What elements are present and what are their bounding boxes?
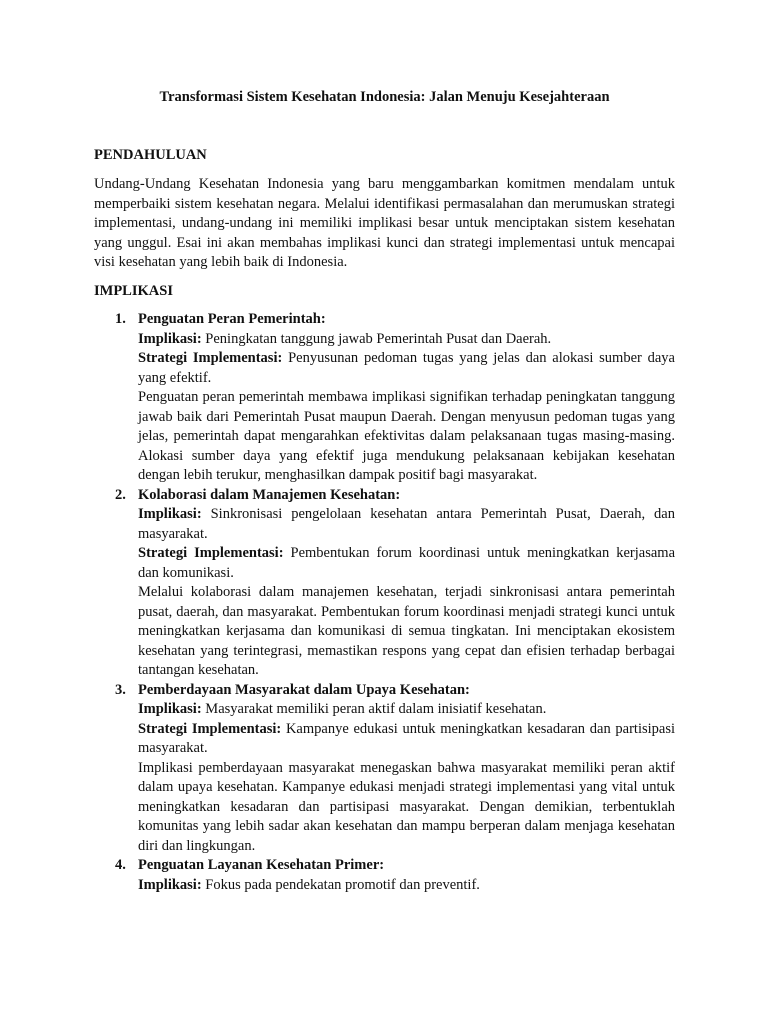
item-body: Implikasi pemberdayaan masyarakat menegaskan bahwa masyarakat memiliki peran aktif dalam upaya kesehatan. Kampanye edukasi menjadi strategi implementasi yang vital untuk meningkatkan kesadaran dan partisipasi masyarakat. Dengan demikian, terbentuklah komunitas yang lebih sadar akan kesehatan dan mampu berperan dalam menjaga kesehatan diri dan lingkungan.	[138, 759, 675, 854]
item-title: Kolaborasi dalam Manajemen Kesehatan:	[138, 486, 401, 503]
item-number: 1.	[115, 311, 126, 327]
implication-text: Sinkronisasi pengelolaan kesehatan antara Pemerintah Pusat, Daerah, dan masyarakat.	[138, 506, 675, 542]
item-body: Penguatan peran pemerintah membawa implikasi signifikan terhadap peningkatan tanggung jawab baik dari Pemerintah Pusat maupun Daerah. Dengan menyusun pedoman tugas yang jelas, pemerintah dapat mengarahkan efektivitas dalam pelaksanaan tugas masing-masing. Alokasi sumber daya yang efektif juga mendukung pelaksanaan kebijakan kesehatan dengan lebih terukur, menghasilkan dampak positif bagi masyarakat.	[138, 389, 675, 483]
implication-label: Implikasi:	[138, 330, 202, 347]
item-number: 4.	[115, 857, 126, 873]
item-implication	[138, 330, 675, 350]
item-implication	[138, 700, 675, 720]
implication-label: Implikasi:	[138, 506, 202, 522]
implication-text: Fokus pada pendekatan promotif dan preventif.	[201, 876, 480, 893]
implication-label: Implikasi:	[138, 701, 202, 717]
strategy-text: Kampanye edukasi untuk meningkatkan kesadaran dan partisipasi masyarakat.	[138, 720, 675, 756]
item-strategy	[138, 349, 675, 388]
strategy-label: Strategi Implementasi:	[138, 720, 282, 737]
list-item	[94, 310, 675, 486]
implikasi-list	[94, 310, 675, 895]
item-strategy	[138, 544, 675, 583]
section-heading-implikasi: IMPLIKASI	[94, 283, 173, 299]
list-item	[94, 856, 675, 895]
item-title: Penguatan Layanan Kesehatan Primer:	[138, 857, 385, 873]
item-title: Penguatan Peran Pemerintah:	[138, 311, 326, 327]
implication-label: Implikasi:	[138, 876, 202, 893]
implication-text: Masyarakat memiliki peran aktif dalam inisiatif kesehatan.	[201, 701, 547, 717]
section-heading-pendahuluan: PENDAHULUAN	[94, 147, 207, 163]
strategy-text: Penyusunan pedoman tugas yang jelas dan alokasi sumber daya yang efektif.	[138, 350, 675, 386]
strategy-label: Strategi Implementasi:	[138, 545, 284, 561]
item-title: Pemberdayaan Masyarakat dalam Upaya Kesehatan:	[138, 681, 470, 698]
strategy-label: Strategi Implementasi:	[138, 350, 283, 366]
item-number: 3.	[115, 681, 126, 698]
intro-paragraph: Undang-Undang Kesehatan Indonesia yang baru menggambarkan komitmen mendalam untuk memperbaiki sistem kesehatan negara. Melalui identifikasi permasalahan dan merumuskan strategi implementasi, undang-undang ini memiliki implikasi besar untuk menciptakan sistem kesehatan yang unggul. Esai ini akan membahas implikasi kunci dan strategi implementasi untuk mencapai visi kesehatan yang lebih baik di Indonesia.	[94, 176, 675, 270]
item-implication	[138, 505, 675, 544]
list-item	[94, 486, 675, 681]
item-implication	[138, 876, 675, 896]
item-body: Melalui kolaborasi dalam manajemen kesehatan, terjadi sinkronisasi antara pemerintah pusat, daerah, dan masyarakat. Pembentukan forum koordinasi menjadi strategi kunci untuk meningkatkan kerjasama dan komunikasi di semua tingkatan. Ini menciptakan ekosistem kesehatan yang terintegrasi, memastikan respons yang cepat dan efisien terhadap berbagai tantangan kesehatan.	[138, 584, 675, 678]
strategy-text: Pembentukan forum koordinasi untuk meningkatkan kerjasama dan komunikasi.	[138, 545, 675, 581]
item-strategy	[138, 720, 675, 759]
list-item	[94, 681, 675, 857]
item-number: 2.	[115, 486, 126, 503]
implication-text: Peningkatan tanggung jawab Pemerintah Pusat dan Daerah.	[201, 330, 552, 347]
document-title: Transformasi Sistem Kesehatan Indonesia: Jalan Menuju Kesejahteraan	[159, 89, 610, 105]
